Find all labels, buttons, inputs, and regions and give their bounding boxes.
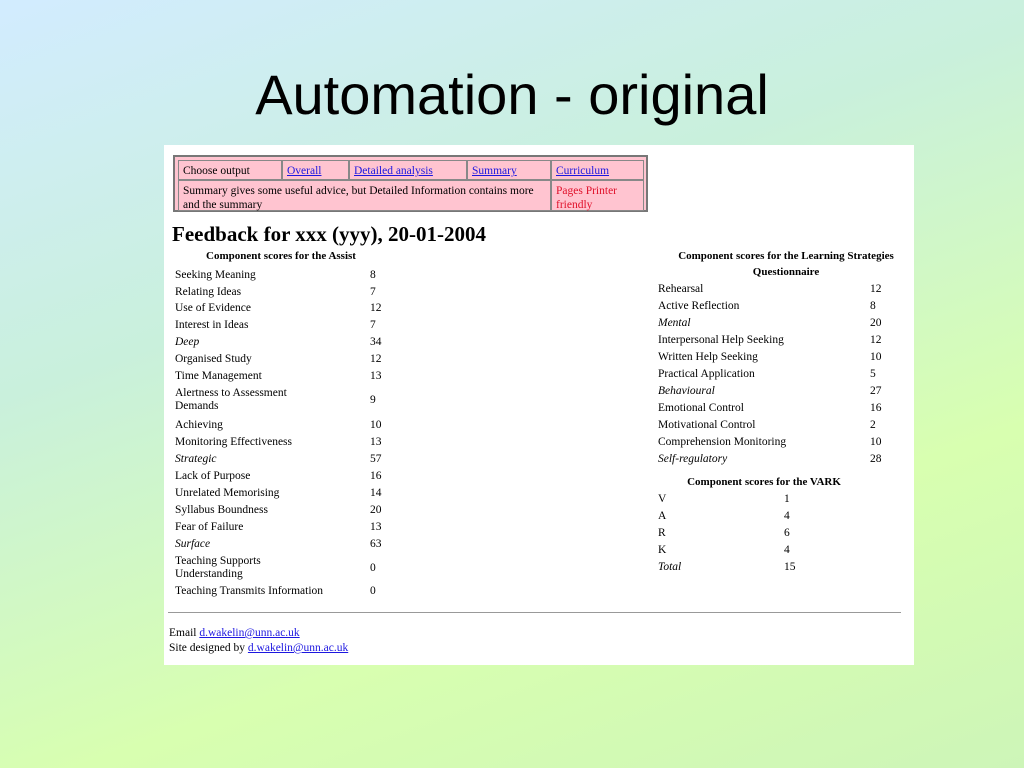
score-value: 34: [370, 336, 382, 348]
score-label: Lack of Purpose: [175, 470, 251, 482]
vark-caption: Component scores for the VARK: [687, 476, 841, 488]
output-chooser-table: [173, 155, 648, 212]
score-value: 7: [370, 319, 376, 331]
site-designer-link[interactable]: d.wakelin@unn.ac.uk: [247, 642, 349, 654]
score-value: 10: [870, 351, 882, 363]
score-value: 1: [784, 493, 790, 505]
score-label: Teaching Supports Understanding: [175, 555, 261, 580]
score-value: 8: [370, 269, 376, 281]
score-label: Seeking Meaning: [175, 269, 256, 281]
choose-output-label: Choose output: [178, 160, 282, 180]
feedback-page-screenshot: [164, 145, 914, 665]
score-value: 16: [370, 470, 382, 482]
score-value: 20: [370, 504, 382, 516]
score-value: 4: [784, 544, 790, 556]
score-label: Motivational Control: [658, 419, 756, 431]
site-designer-label: Site designed by: [169, 642, 246, 654]
score-label: Deep: [175, 336, 200, 348]
email-label: Email: [169, 627, 197, 639]
summary-link[interactable]: Summary: [472, 165, 517, 177]
score-label: V: [658, 493, 667, 505]
score-label: Fear of Failure: [175, 521, 244, 533]
summary-link-cell[interactable]: [467, 160, 551, 180]
score-label: Surface: [175, 538, 211, 550]
score-label: Teaching Transmits Information: [175, 585, 324, 597]
score-value: 12: [870, 283, 882, 295]
score-value: 16: [870, 402, 882, 414]
score-value: 13: [370, 521, 382, 533]
score-label: Unrelated Memorising: [175, 487, 280, 499]
score-label: Use of Evidence: [175, 302, 251, 314]
score-value: 8: [870, 300, 876, 312]
score-label: Total: [658, 561, 682, 573]
assist-caption: Component scores for the Assist: [206, 250, 356, 262]
score-label: Mental: [658, 317, 691, 329]
score-label: Time Management: [175, 370, 262, 382]
score-value: 20: [870, 317, 882, 329]
email-line: [169, 627, 300, 639]
score-label: Strategic: [175, 453, 217, 465]
score-label: Practical Application: [658, 368, 755, 380]
score-value: 13: [370, 370, 382, 382]
score-value: 27: [870, 385, 882, 397]
site-designer-line: [169, 642, 348, 654]
score-label: Organised Study: [175, 353, 252, 365]
curriculum-link[interactable]: Curriculum: [556, 165, 610, 177]
curriculum-link-cell[interactable]: [551, 160, 644, 180]
score-value: 12: [870, 334, 882, 346]
score-value: 5: [870, 368, 876, 380]
score-value: 12: [370, 353, 382, 365]
score-label: Self-regulatory: [658, 453, 728, 465]
score-label: Relating Ideas: [175, 286, 242, 298]
score-value: 13: [370, 436, 382, 448]
score-value: 4: [784, 510, 790, 522]
score-value: 63: [370, 538, 382, 550]
detailed-analysis-link[interactable]: Detailed analysis: [354, 165, 433, 177]
score-label: Achieving: [175, 419, 223, 431]
score-label: K: [658, 544, 667, 556]
score-value: 10: [370, 419, 382, 431]
score-label: Interpersonal Help Seeking: [658, 334, 784, 346]
score-value: 28: [870, 453, 882, 465]
lsq-caption: Component scores for the Learning Strategies Questionnaire: [678, 250, 894, 278]
score-value: 7: [370, 286, 376, 298]
score-label: A: [658, 510, 667, 522]
score-label: Written Help Seeking: [658, 351, 758, 363]
score-value: 12: [370, 302, 382, 314]
score-value: 10: [870, 436, 882, 448]
score-value: 0: [370, 562, 376, 574]
score-value: 0: [370, 585, 376, 597]
score-label: R: [658, 527, 666, 539]
score-label: Alertness to Assessment Demands: [175, 387, 287, 412]
detailed-analysis-link-cell[interactable]: [349, 160, 467, 180]
score-value: 15: [784, 561, 796, 573]
score-label: Emotional Control: [658, 402, 744, 414]
score-label: Monitoring Effectiveness: [175, 436, 292, 448]
footer-divider: [168, 612, 901, 613]
email-link[interactable]: d.wakelin@unn.ac.uk: [199, 627, 300, 639]
score-value: 6: [784, 527, 790, 539]
score-value: 2: [870, 419, 876, 431]
slide-title: Automation - original: [255, 63, 769, 126]
score-label: Behavioural: [658, 385, 715, 397]
score-value: 14: [370, 487, 382, 499]
score-value: 9: [370, 394, 376, 406]
score-label: Syllabus Boundness: [175, 504, 268, 516]
score-label: Rehearsal: [658, 283, 704, 295]
overall-link[interactable]: Overall: [287, 165, 322, 177]
printer-friendly-link[interactable]: Pages Printer friendly: [551, 180, 644, 211]
score-label: Comprehension Monitoring: [658, 436, 787, 448]
summary-advice-note: Summary gives some useful advice, but Detailed Information contains more and the summary: [178, 180, 551, 211]
score-label: Active Reflection: [658, 300, 740, 312]
feedback-title: Feedback for xxx (yyy), 20-01-2004: [172, 222, 486, 246]
score-value: 57: [370, 453, 382, 465]
score-label: Interest in Ideas: [175, 319, 249, 331]
overall-link-cell[interactable]: [282, 160, 349, 180]
